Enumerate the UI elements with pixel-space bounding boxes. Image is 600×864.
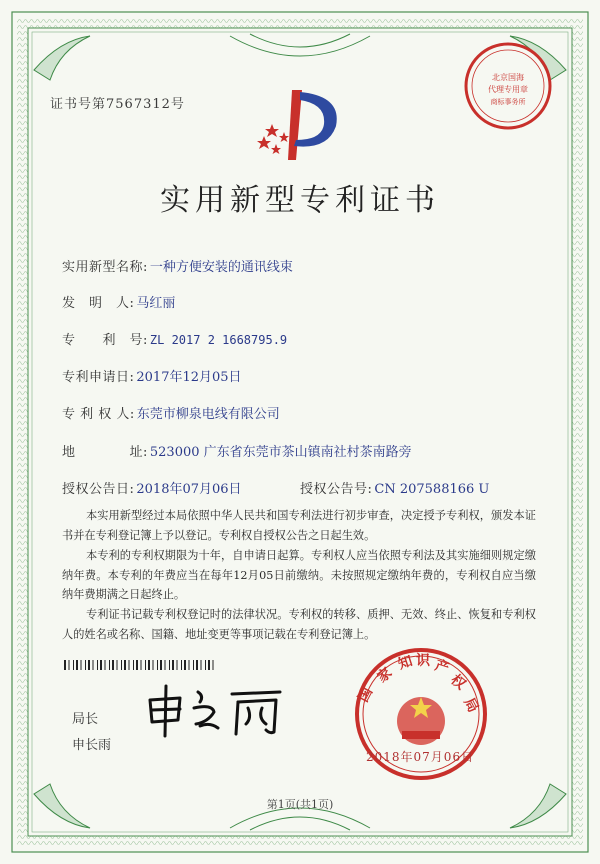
field-grant-date: [62, 478, 242, 497]
field-utility-model-name: [62, 256, 293, 275]
signature-title: 局长: [72, 712, 99, 727]
certificate-number: 证书号第7567312号: [50, 97, 185, 112]
agency-seal: [462, 40, 554, 132]
field-label: 发 明 人:: [62, 296, 135, 311]
field-label: 授权公告号:: [300, 482, 373, 497]
field-patent-number: [62, 329, 287, 348]
field-value: ZL 2017 2 1668795.9: [149, 333, 288, 347]
svg-text:代理专用章: 代理专用章: [488, 85, 528, 94]
field-label: 授权公告日:: [62, 482, 135, 497]
field-value: 2017年12月05日: [136, 370, 242, 385]
field-value: 一种方便安装的通讯线束: [149, 260, 293, 275]
seal-date: 2018年07月06日: [366, 750, 475, 764]
svg-text:产: 产: [432, 657, 452, 678]
barcode: [64, 660, 216, 670]
field-value: 2018年07月06日: [136, 482, 242, 497]
field-label: 专利申请日:: [62, 370, 135, 385]
svg-text:家: 家: [374, 664, 396, 687]
field-value: CN 207588166 U: [374, 482, 490, 497]
field-inventor: [62, 292, 175, 311]
svg-text:权: 权: [447, 671, 469, 694]
field-label: 地 址:: [62, 445, 148, 460]
field-address: [62, 441, 412, 460]
svg-text:国: 国: [355, 685, 377, 705]
signature-name: 申长雨: [72, 738, 112, 753]
svg-text:商标事务所: 商标事务所: [490, 98, 526, 106]
svg-text:北京国海: 北京国海: [492, 73, 524, 82]
field-label: 专 利 权 人:: [62, 407, 135, 422]
paragraph-grant: 本实用新型经过本局依照中华人民共和国专利法进行初步审查，决定授予专利权，颁发本证书并在专利登记簿上予以登记。专利权自授权公告之日起生效。: [62, 509, 536, 542]
field-label: 实用新型名称:: [62, 260, 148, 275]
field-value: 523000 广东省东莞市茶山镇南社村茶南路旁: [149, 445, 412, 460]
svg-text:识: 识: [416, 653, 430, 669]
field-patentee: [62, 403, 280, 422]
svg-text:局: 局: [460, 695, 482, 716]
patent-office-logo: [250, 86, 350, 164]
paragraph-legal-status: 专利证书记载专利权登记时的法律状况。专利权的转移、质押、无效、终止、恢复和专利权人的姓名或名称、国籍、地址变更等事项记载在专利登记簿上。: [62, 608, 536, 641]
field-announcement-number: [300, 478, 489, 497]
field-application-date: [62, 366, 242, 385]
handwritten-signature: [140, 678, 290, 738]
field-label: 专 利 号:: [62, 333, 148, 348]
svg-text:知: 知: [396, 653, 415, 673]
field-value: 马红丽: [136, 296, 176, 311]
page-title: 实用新型专利证书: [160, 183, 440, 218]
paragraph-term: 本专利的专利权期限为十年，自申请日起算。专利权人应当依照专利法及其实施细则规定缴纳年费。本专利的年费应当在每年12月05日前缴纳。未按照规定缴纳年费的，专利权自应当缴纳年费期满之日起终止。: [62, 549, 536, 601]
page-footer: 第1页(共1页): [266, 798, 334, 811]
field-value: 东莞市柳泉电线有限公司: [136, 407, 280, 422]
